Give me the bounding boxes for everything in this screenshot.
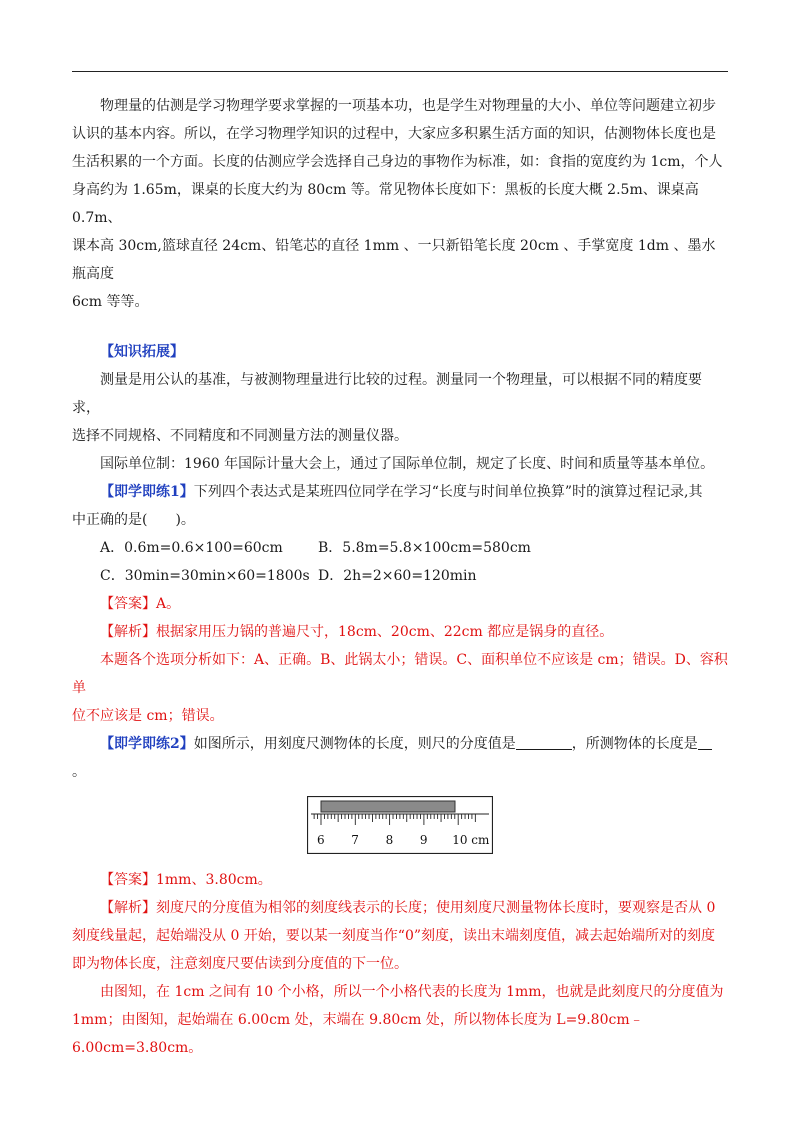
intro-paragraph [72, 92, 728, 316]
option-d: D．2h=2×60=120min [318, 568, 477, 584]
intro-line: 课本高 30cm,篮球直径 24cm、铅笔芯的直径 1mm 、一只新铅笔长度 20cm 、手掌宽度 1dm 、墨水瓶高度 [72, 238, 716, 282]
ex2-question [72, 730, 728, 758]
measured-object [321, 801, 455, 812]
knowledge-line: 国际单位制：1960 年国际计量大会上，通过了国际单位制，规定了长度、时间和质量等基本单位。 [100, 456, 715, 472]
ex1-question [72, 478, 728, 506]
analysis-tag: 【解析】 [100, 624, 156, 640]
analysis-text: 刻度尺的分度值为相邻的刻度线表示的长度；使用刻度尺测量物体长度时，要观察是否从 0 [156, 900, 716, 916]
intro-line: 物理量的估测是学习物理学要求掌握的一项基本功，也是学生对物理量的大小、单位等问题建立初步 [100, 98, 716, 114]
ex1-question-line: 中正确的是( )。 [72, 512, 195, 528]
ex2-tag: 【即学即练2】 [100, 736, 194, 752]
answer-text: 1mm、3.80cm。 [156, 872, 272, 888]
intro-line: 生活积累的一个方面。长度的估测应学会选择自己身边的事物作为标准，如：食指的宽度约为 1cm，个人 [72, 154, 723, 170]
analysis-tag: 【解析】 [100, 900, 156, 916]
ex1-analysis-line: 本题各个选项分析如下：A、正确。B、此锅太小；错误。C、面积单位不应该是 cm；错误。D、容积单 [72, 652, 728, 696]
ex1-answer [72, 590, 728, 618]
knowledge-line: 选择不同规格、不同精度和不同测量方法的测量仪器。 [72, 428, 408, 444]
ex2-analysis-line: 即为物体长度，注意刻度尺要估读到分度值的下一位。 [72, 956, 408, 972]
ruler-tick-label: 8 [385, 833, 394, 847]
ex2-question-end: 。 [72, 764, 86, 780]
document-body [72, 92, 728, 1062]
ruler-tick-label: 9 [419, 833, 428, 847]
knowledge-tag: 【知识拓展】 [100, 344, 184, 360]
ex2-question-text: 如图所示，用刻度尺测物体的长度，则尺的分度值是 [193, 736, 516, 752]
option-a: A．0.6m=0.6×100=60cm [100, 540, 283, 556]
analysis-text: 根据家用压力锅的普遍尺寸，18cm、20cm、22cm 都应是锅身的直径。 [156, 624, 614, 640]
ruler-tick-label: 7 [351, 833, 359, 847]
knowledge-heading [72, 338, 728, 366]
ex1-analysis [72, 618, 728, 646]
option-c: C．30min=30min×60=1800s [100, 568, 310, 584]
ex2-analysis [72, 894, 728, 922]
ex2-answer [72, 866, 728, 894]
intro-line: 6cm 等等。 [72, 294, 149, 310]
ruler-figure [72, 796, 728, 854]
header-rule [72, 71, 728, 72]
intro-line: 认识的基本内容。所以，在学习物理学知识的过程中，大家应多积累生活方面的知识，估测物体长度也是 [72, 126, 716, 142]
ruler-diagram [307, 796, 493, 854]
ex1-options-row [72, 562, 728, 590]
answer-blank[interactable] [698, 733, 712, 750]
intro-line: 身高约为 1.65m，课桌的长度大约为 80cm 等。常见物体长度如下：黑板的长度大概 2.5m、课桌高 0.7m、 [72, 182, 699, 226]
ex2-analysis-line: 刻度线量起，起始端没从 0 开始，要以某一刻度当作“0”刻度，读出末端刻度值，减去起始端所对的刻度 [72, 928, 716, 944]
ex1-tag: 【即学即练1】 [100, 484, 194, 500]
answer-tag: 【答案】 [100, 596, 156, 612]
ex2-analysis-line: 1mm；由图知，起始端在 6.00cm 处，末端在 9.80cm 处，所以物体长度为 L=9.80cm﹣6.00cm=3.80cm。 [72, 1012, 644, 1056]
option-b: B．5.8m=5.8×100cm=580cm [318, 540, 531, 556]
ex2-question-text: ，所测物体的长度是 [571, 736, 698, 752]
ex2-analysis-line: 由图知，在 1cm 之间有 10 个小格，所以一个小格代表的长度为 1mm，也就是此刻度尺的分度值为 [100, 984, 724, 1000]
knowledge-line: 测量是用公认的基准，与被测物理量进行比较的过程。测量同一个物理量，可以根据不同的精度要求， [72, 372, 702, 416]
ruler-tick-label: 6 [317, 833, 325, 847]
ex1-question-text: 下列四个表达式是某班四位同学在学习“长度与时间单位换算”时的演算过程记录,其 [193, 484, 703, 500]
answer-blank[interactable] [516, 733, 572, 750]
ruler-tick-label: 10 cm [452, 833, 490, 847]
ex1-analysis-line: 位不应该是 cm；错误。 [72, 708, 224, 724]
answer-text: A。 [156, 596, 181, 612]
ex1-options-row [72, 534, 728, 562]
answer-tag: 【答案】 [100, 872, 156, 888]
